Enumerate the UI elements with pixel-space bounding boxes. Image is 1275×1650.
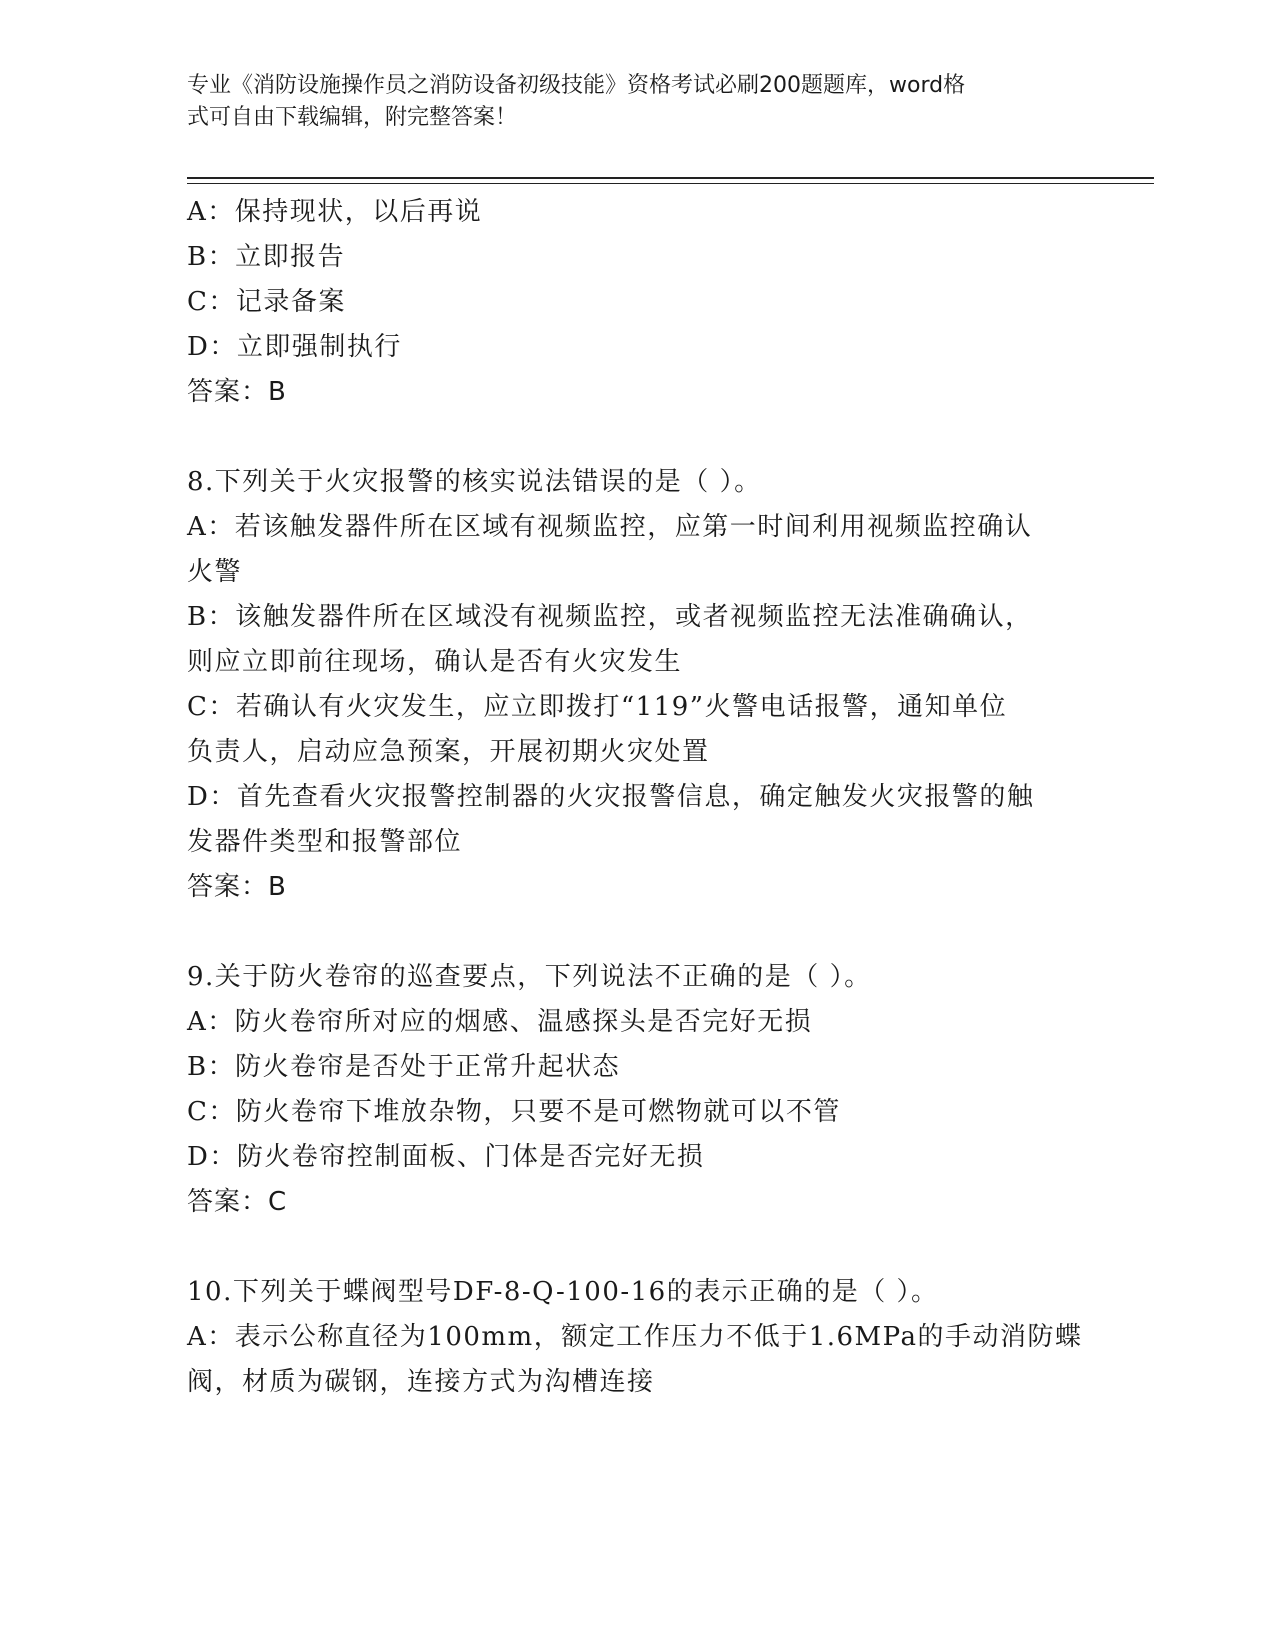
q8-option-a-line2: 火警 bbox=[187, 557, 243, 587]
q9-option-a: A：防火卷帘所对应的烟感、温感探头是否完好无损 bbox=[187, 1007, 813, 1037]
header-divider-thin bbox=[187, 183, 1154, 184]
q10-option-a-line2: 阀，材质为碳钢，连接方式为沟槽连接 bbox=[187, 1367, 655, 1397]
q8-option-a-line1: A：若该触发器件所在区域有视频监控，应第一时间利用视频监控确认 bbox=[187, 512, 1033, 542]
question-7-block bbox=[187, 190, 1087, 415]
q8-option-b-line1: B：该触发器件所在区域没有视频监控，或者视频监控无法准确确认， bbox=[187, 602, 1033, 632]
q7-answer: 答案：B bbox=[187, 377, 287, 407]
q9-option-c: C：防火卷帘下堆放杂物，只要不是可燃物就可以不管 bbox=[187, 1097, 841, 1127]
q7-option-c: C：记录备案 bbox=[187, 287, 346, 317]
q8-option-b-line2: 则应立即前往现场，确认是否有火灾发生 bbox=[187, 647, 683, 677]
spacer bbox=[187, 910, 1087, 955]
question-10-block bbox=[187, 1270, 1087, 1405]
q8-option-c-line1: C：若确认有火灾发生，应立即拨打“119”火警电话报警，通知单位 bbox=[187, 692, 1008, 722]
q7-option-b: B：立即报告 bbox=[187, 242, 346, 272]
q8-question: 8.下列关于火灾报警的核实说法错误的是（ ）。 bbox=[187, 467, 762, 497]
question-9-block bbox=[187, 955, 1087, 1225]
q8-answer: 答案：B bbox=[187, 872, 287, 902]
q10-option-a-line1: A：表示公称直径为100mm，额定工作压力不低于1.6MPa的手动消防蝶 bbox=[187, 1322, 1083, 1352]
q9-option-d: D：防火卷帘控制面板、门体是否完好无损 bbox=[187, 1142, 705, 1172]
header-divider-thick bbox=[187, 177, 1154, 179]
q8-option-d-line1: D：首先查看火灾报警控制器的火灾报警信息，确定触发火灾报警的触 bbox=[187, 782, 1035, 812]
q10-question: 10.下列关于蝶阀型号DF-8-Q-100-16的表示正确的是（ ）。 bbox=[187, 1277, 939, 1307]
header-line-2: 式可自由下载编辑，附完整答案！ bbox=[187, 105, 518, 130]
q8-option-c-line2: 负责人，启动应急预案，开展初期火灾处置 bbox=[187, 737, 710, 767]
question-8-block bbox=[187, 460, 1087, 910]
spacer bbox=[187, 415, 1087, 460]
q7-option-d: D：立即强制执行 bbox=[187, 332, 402, 362]
q9-answer: 答案：C bbox=[187, 1187, 288, 1217]
q7-option-a: A：保持现状，以后再说 bbox=[187, 197, 483, 227]
q9-option-b: B：防火卷帘是否处于正常升起状态 bbox=[187, 1052, 621, 1082]
document-header bbox=[187, 70, 1067, 134]
spacer bbox=[187, 1225, 1087, 1270]
document-body bbox=[187, 190, 1087, 1405]
q9-question: 9.关于防火卷帘的巡查要点，下列说法不正确的是（ ）。 bbox=[187, 962, 872, 992]
q8-option-d-line2: 发器件类型和报警部位 bbox=[187, 827, 463, 857]
header-line-1: 专业《消防设施操作员之消防设备初级技能》资格考试必刷200题题库，word格 bbox=[187, 73, 966, 98]
